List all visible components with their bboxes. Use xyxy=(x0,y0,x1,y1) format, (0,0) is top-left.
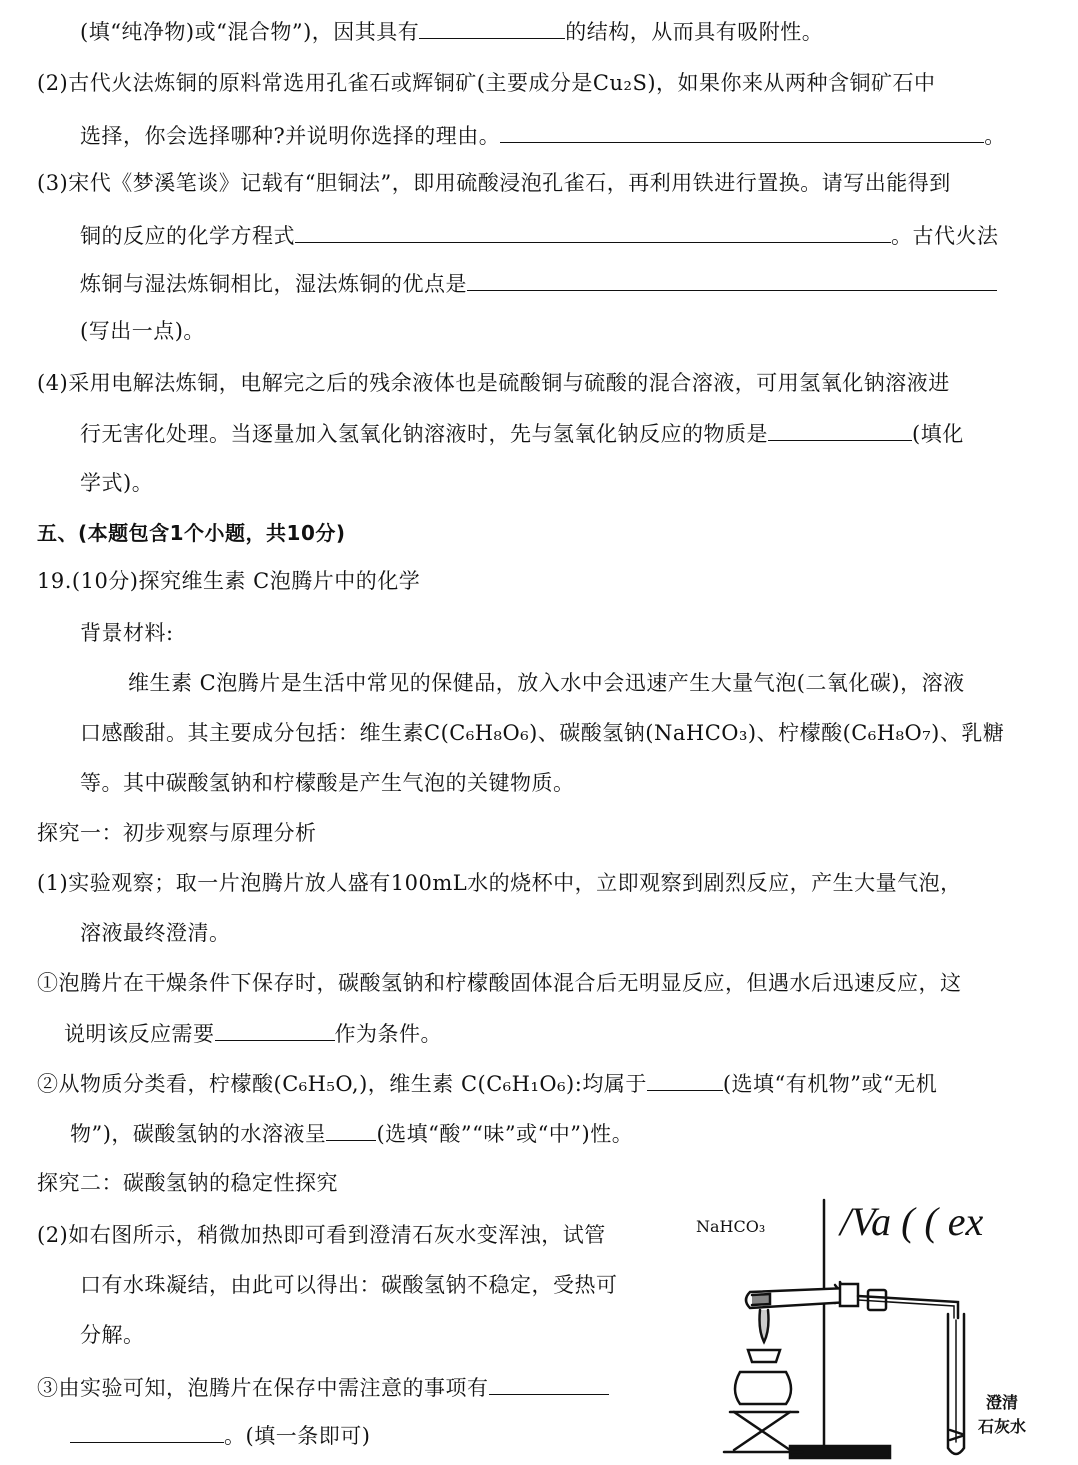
label-nahco3: NaHCO₃ xyxy=(696,1217,766,1236)
apparatus-diagram xyxy=(690,1190,1078,1465)
q3-l2-end: 。(填一条即可) xyxy=(224,1424,371,1448)
q18-l1-text-end: 的结构，从而具有吸附性。 xyxy=(565,20,824,44)
q18-l1-text: (填“纯净物)或“混合物”)，因其具有 xyxy=(80,20,420,44)
q18-part4-line-2 xyxy=(80,418,964,449)
q18-line-1 xyxy=(80,16,823,47)
question-2-line-2 xyxy=(70,1118,633,1149)
alcohol-lamp-stand xyxy=(724,1310,802,1452)
experiment-2-line-3: 分解。 xyxy=(80,1323,145,1347)
q18-p2-l2-text: 选择，你会选择哪种?并说明你选择的理由。 xyxy=(80,124,501,148)
answer-blank-structure[interactable] xyxy=(419,16,565,39)
label-limewater-1: 澄清 xyxy=(986,1393,1019,1412)
q18-p4-l2-text: 行无害化处理。当逐量加入氢氧化钠溶液时，先与氢氧化钠反应的物质是 xyxy=(80,422,768,446)
answer-blank-condition[interactable] xyxy=(215,1018,335,1041)
q1-l2-end: 作为条件。 xyxy=(334,1022,442,1046)
q2-l2-text: 物”)，碳酸氢钠的水溶液呈 xyxy=(70,1122,327,1146)
answer-blank-acidity[interactable] xyxy=(326,1118,376,1141)
inquiry-2-title: 探究二：碳酸氢钠的稳定性探究 xyxy=(37,1171,338,1195)
answer-blank-formula[interactable] xyxy=(768,418,912,441)
handwritten-note: /Va ( ( ex xyxy=(840,1199,984,1244)
q18-p3-l2-text: 铜的反应的化学方程式 xyxy=(80,224,295,248)
q18-part2-line-2 xyxy=(80,120,1006,151)
background-line-1: 维生素 C泡腾片是生活中常见的保健品，放入水中会迅速产生大量气泡(二氧化碳)，溶液 xyxy=(128,671,965,695)
experiment-1-line-1: (1)实验观察；取一片泡腾片放人盛有100mL水的烧杯中，立即观察到剧烈反应，产生大量气泡， xyxy=(37,871,962,895)
answer-blank-advantage[interactable] xyxy=(467,268,997,291)
question-3-line-1 xyxy=(37,1372,609,1403)
experiment-2-line-1: (2)如右图所示，稍微加热即可看到澄清石灰水变浑浊，试管 xyxy=(37,1223,606,1247)
answer-blank-storage-1[interactable] xyxy=(489,1372,609,1395)
q2-l2-end: (选填“酸”“味”或“中”)性。 xyxy=(376,1122,634,1146)
q1-l2-text: 说明该反应需要 xyxy=(64,1022,215,1046)
q18-part4-line-3: 学式)。 xyxy=(80,471,154,495)
answer-blank-storage-2[interactable] xyxy=(70,1420,224,1443)
q18-part4-line-1: (4)采用电解法炼铜，电解完之后的残余液体也是硫酸铜与硫酸的混合溶液，可用氢氧化钠溶液进 xyxy=(37,371,950,395)
experiment-2-line-2: 口有水珠凝结，由此可以得出：碳酸氢钠不稳定，受热可 xyxy=(80,1273,618,1297)
answer-blank-equation[interactable] xyxy=(295,220,891,243)
background-line-3: 等。其中碳酸氢钠和柠檬酸是产生气泡的关键物质。 xyxy=(80,771,575,795)
background-line-2: 口感酸甜。其主要成分包括：维生素C(C₆H₈O₆)、碳酸氢钠(NaHCO₃)、柠檬酸(C₆H₈O₇)、乳糖 xyxy=(80,721,1005,745)
question-1-line-1: ①泡腾片在干燥条件下保存时，碳酸氢钠和柠檬酸固体混合后无明显反应，但遇水后迅速反应，这 xyxy=(37,971,962,995)
q18-part2-line-1: (2)古代火法炼铜的原料常选用孔雀石或辉铜矿(主要成分是Cu₂S)，如果你来从两种含铜矿石中 xyxy=(37,71,936,95)
label-limewater-2: 石灰水 xyxy=(978,1417,1027,1436)
limewater-test-tube xyxy=(948,1314,964,1454)
q2-l1-text: ②从物质分类看，柠檬酸(C₆H₅O,)，维生素 C(C₆H₁O₆):均属于 xyxy=(37,1072,647,1096)
q18-part3-line-2 xyxy=(80,220,999,251)
question-2-line-1 xyxy=(37,1068,937,1099)
answer-blank-ore-choice[interactable] xyxy=(500,120,984,143)
q18-part3-line-1: (3)宋代《梦溪笔谈》记载有“胆铜法”，即用硫酸浸泡孔雀石，再利用铁进行置换。请写出能得到 xyxy=(37,171,951,195)
q18-part3-line-4: (写出一点)。 xyxy=(80,319,205,343)
q18-p4-l2-end: (填化 xyxy=(912,422,964,446)
q3-l1-text: ③由实验可知，泡腾片在保存中需注意的事项有 xyxy=(37,1376,489,1400)
q18-p3-l2-end: 。古代火法 xyxy=(891,224,999,248)
stand-base xyxy=(790,1446,890,1458)
experiment-1-line-2: 溶液最终澄清。 xyxy=(80,921,231,945)
q18-p2-end: 。 xyxy=(984,124,1006,148)
q2-l1-end: (选填“有机物”或“无机 xyxy=(722,1072,938,1096)
q19-title: 19.(10分)探究维生素 C泡腾片中的化学 xyxy=(37,569,421,593)
section-5-title: 五、(本题包含1个小题，共10分) xyxy=(37,521,346,545)
inquiry-1-title: 探究一：初步观察与原理分析 xyxy=(37,821,317,845)
q18-p3-l3-text: 炼铜与湿法炼铜相比，湿法炼铜的优点是 xyxy=(80,272,467,296)
q18-part3-line-3 xyxy=(80,268,997,299)
question-3-line-2 xyxy=(70,1420,370,1451)
question-1-line-2 xyxy=(64,1018,442,1049)
answer-blank-classification[interactable] xyxy=(647,1068,723,1091)
background-label: 背景材料: xyxy=(80,621,174,645)
